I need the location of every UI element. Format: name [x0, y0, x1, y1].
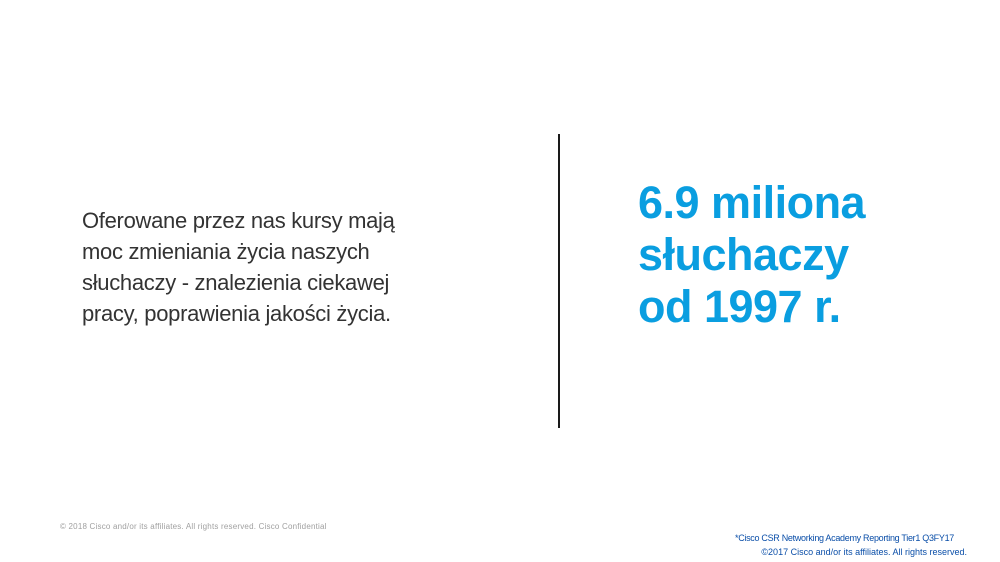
- description-line: pracy, poprawienia jakości życia.: [82, 301, 391, 326]
- statistic-line: słuchaczy: [638, 229, 849, 280]
- footer-confidential: © 2018 Cisco and/or its affiliates. All rights reserved. Cisco Confidential: [60, 522, 327, 531]
- statistic-line: 6.9 miliona: [638, 177, 866, 228]
- footer-copyright: ©2017 Cisco and/or its affiliates. All rights reserved.: [761, 547, 967, 557]
- description-line: słuchaczy - znalezienia ciekawej: [82, 270, 390, 295]
- description-line: moc zmieniania życia naszych: [82, 239, 370, 264]
- footer-source-note: *Cisco CSR Networking Academy Reporting Tier1 Q3FY17: [735, 533, 954, 543]
- description-line: Oferowane przez nas kursy mają: [82, 208, 395, 233]
- vertical-divider: [558, 134, 560, 428]
- description-text: [82, 205, 462, 329]
- statistic-highlight: [638, 177, 865, 333]
- statistic-line: od 1997 r.: [638, 281, 841, 332]
